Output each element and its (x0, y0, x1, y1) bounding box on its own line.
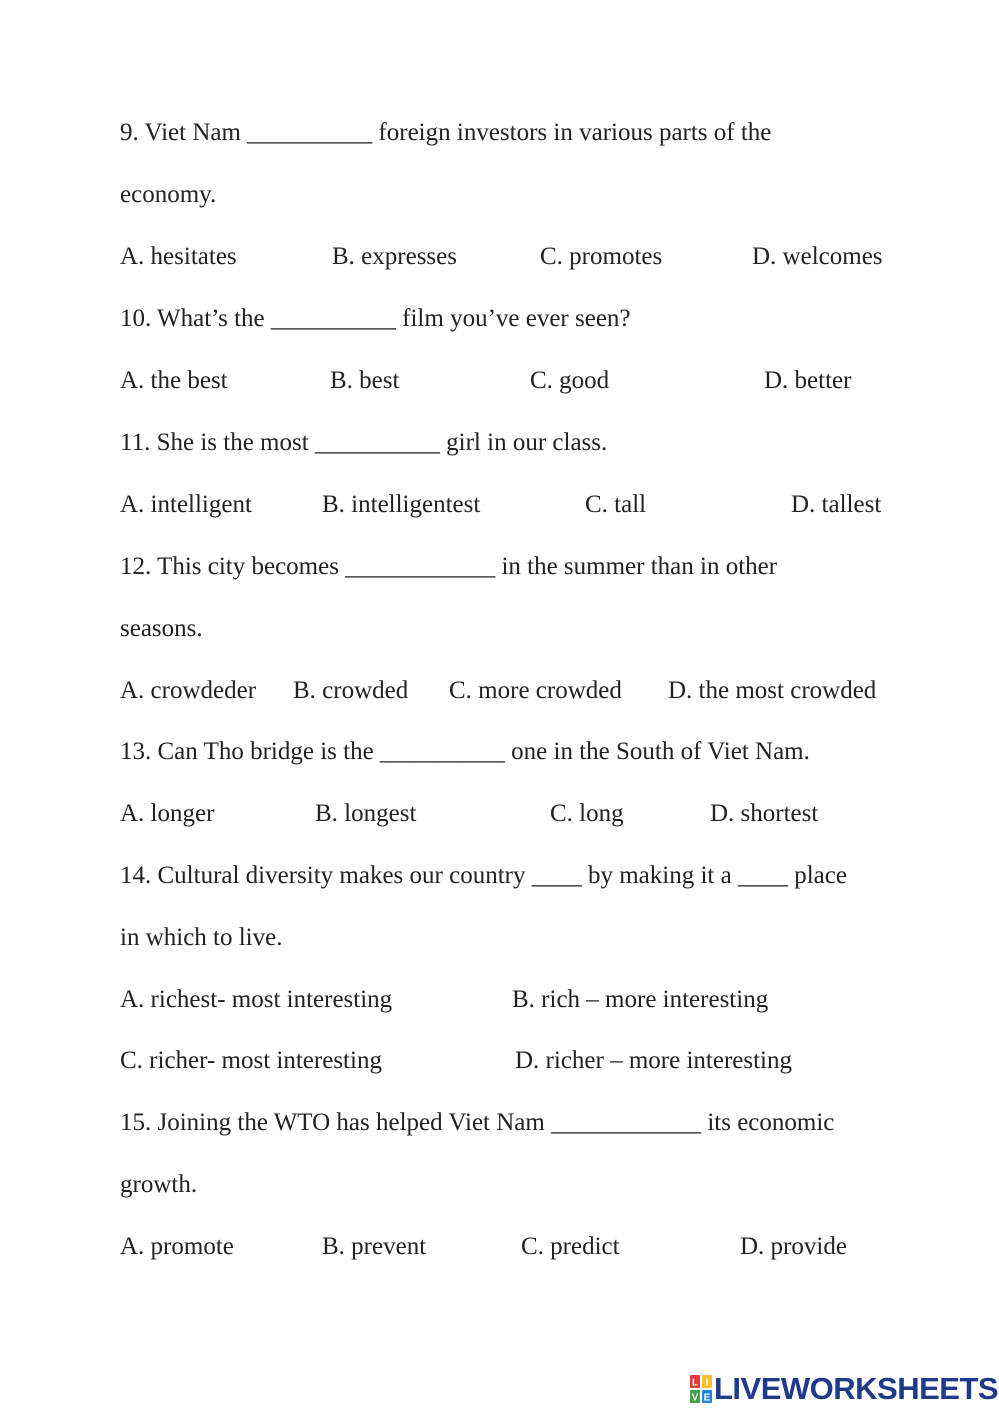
question-15-line-1: 15. Joining the WTO has helped Viet Nam ____________ its economic (120, 1109, 835, 1136)
question-15-line-2: growth. (120, 1171, 198, 1198)
question-11-option-c[interactable]: C. tall (585, 491, 647, 518)
question-10-line-1: 10. What’s the __________ film you’ve ever seen? (120, 305, 631, 332)
question-11-option-a[interactable]: A. intelligent (120, 491, 252, 518)
svg-text:L: L (691, 1377, 699, 1389)
question-12-option-b[interactable]: B. crowded (293, 677, 409, 704)
question-9-option-a[interactable]: A. hesitates (120, 243, 237, 270)
svg-text:V: V (691, 1392, 699, 1403)
question-12-option-a[interactable]: A. crowdeder (120, 677, 257, 704)
question-10-option-c[interactable]: C. good (530, 367, 610, 394)
question-15-option-d[interactable]: D. provide (740, 1233, 847, 1260)
question-9-line-1: 9. Viet Nam __________ foreign investors in various parts of the (120, 119, 772, 146)
liveworksheets-logo (690, 1372, 998, 1406)
question-9-option-c[interactable]: C. promotes (540, 243, 663, 270)
question-10-option-a[interactable]: A. the best (120, 367, 228, 394)
question-11-line-1: 11. She is the most __________ girl in our class. (120, 429, 608, 456)
question-14-option-d[interactable]: D. richer – more interesting (515, 1047, 792, 1074)
svg-text:E: E (703, 1392, 711, 1403)
svg-text:I: I (705, 1377, 709, 1389)
question-12-line-1: 12. This city becomes ____________ in the summer than in other (120, 553, 778, 580)
question-12-line-2: seasons. (120, 615, 203, 642)
question-9-option-b[interactable]: B. expresses (332, 243, 457, 270)
question-15-option-a[interactable]: A. promote (120, 1233, 234, 1260)
question-14-option-a[interactable]: A. richest- most interesting (120, 986, 393, 1013)
question-11-option-b[interactable]: B. intelligentest (322, 491, 481, 518)
question-14-line-2: in which to live. (120, 924, 283, 951)
liveworksheets-logo-text: LIVEWORKSHEETS (714, 1371, 999, 1406)
question-14-option-c[interactable]: C. richer- most interesting (120, 1047, 382, 1074)
question-12-option-d[interactable]: D. the most crowded (668, 677, 877, 704)
question-15-option-b[interactable]: B. prevent (322, 1233, 427, 1260)
question-14-option-b[interactable]: B. rich – more interesting (512, 986, 769, 1013)
question-13-line-1: 13. Can Tho bridge is the __________ one in the South of Viet Nam. (120, 738, 810, 765)
question-13-option-a[interactable]: A. longer (120, 800, 215, 827)
question-13-option-c[interactable]: C. long (550, 800, 624, 827)
question-12-option-c[interactable]: C. more crowded (449, 677, 622, 704)
question-13-option-d[interactable]: D. shortest (710, 800, 819, 827)
question-15-option-c[interactable]: C. predict (521, 1233, 620, 1260)
question-9-option-d[interactable]: D. welcomes (752, 243, 883, 270)
question-13-option-b[interactable]: B. longest (315, 800, 417, 827)
question-10-option-d[interactable]: D. better (764, 367, 852, 394)
question-11-option-d[interactable]: D. tallest (791, 491, 882, 518)
question-14-line-1: 14. Cultural diversity makes our country ____ by making it a ____ place (120, 862, 847, 889)
liveworksheets-logo-icon (690, 1375, 712, 1403)
question-9-line-2: economy. (120, 181, 217, 208)
question-10-option-b[interactable]: B. best (330, 367, 400, 394)
